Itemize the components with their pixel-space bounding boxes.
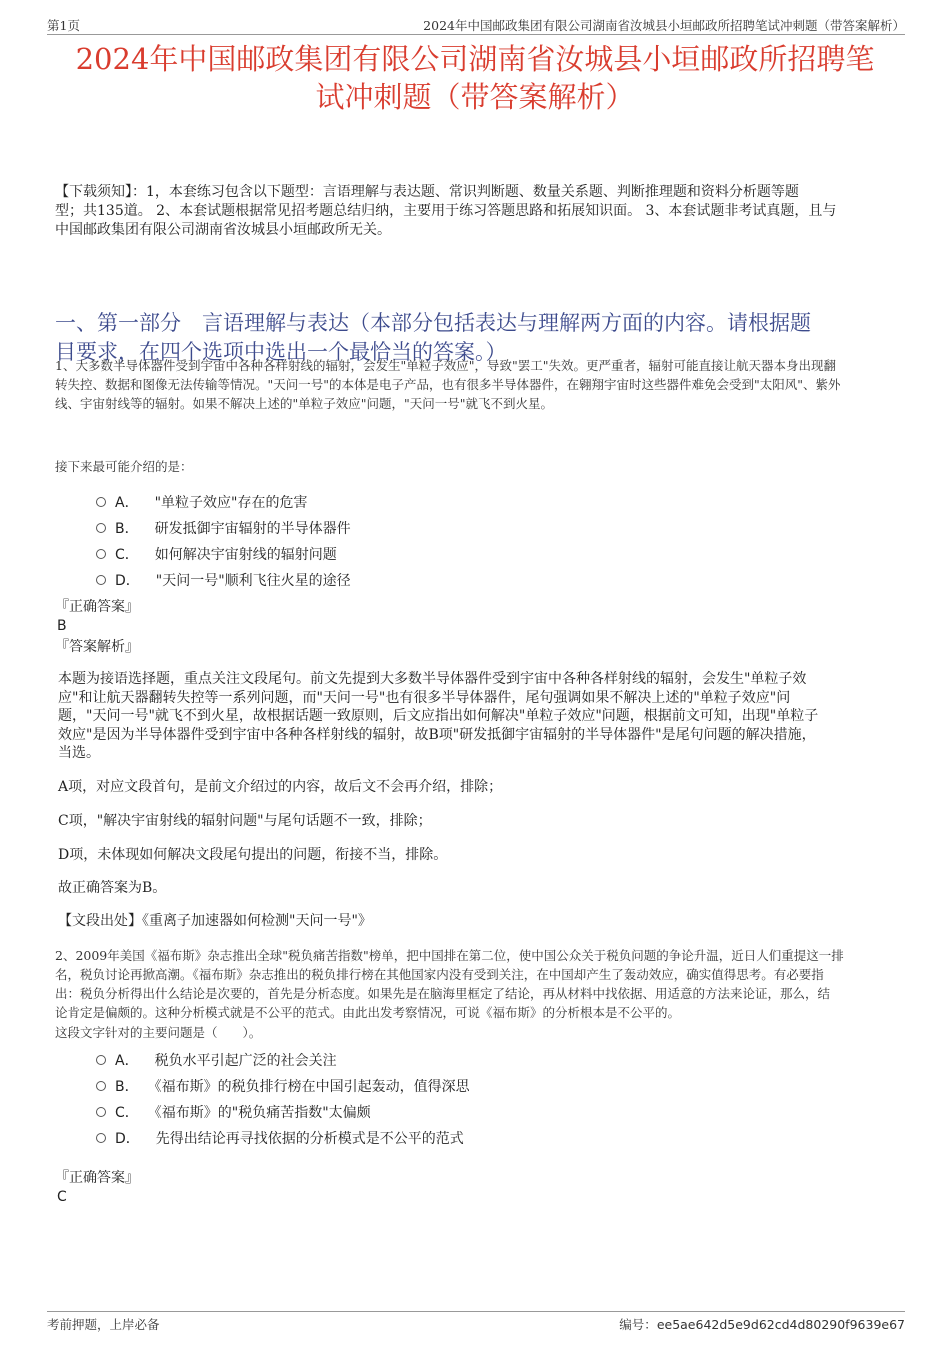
option-letter: C． — [115, 1105, 139, 1121]
title-line-1: 2024年中国邮政集团有限公司湖南省汝城县小垣邮政所招聘笔 — [75, 42, 875, 76]
q2-option-a[interactable] — [96, 1050, 337, 1070]
document-title — [40, 40, 910, 116]
question-2-prompt: 这段文字针对的主要问题是（ ）。 — [55, 1025, 262, 1040]
q2-option-d[interactable] — [96, 1128, 464, 1148]
notice-line-3: 中国邮政集团有限公司湖南省汝城县小垣邮政所无关。 — [55, 222, 391, 238]
q2-answer: C — [57, 1189, 67, 1205]
radio-icon[interactable] — [96, 549, 106, 559]
radio-icon[interactable] — [96, 497, 106, 507]
radio-icon[interactable] — [96, 1133, 106, 1143]
radio-icon[interactable] — [96, 1107, 106, 1117]
option-text: 税负水平引起广泛的社会关注 — [154, 1053, 337, 1069]
q2-option-c[interactable] — [96, 1102, 371, 1122]
option-letter: D． — [115, 573, 140, 589]
radio-icon[interactable] — [96, 1055, 106, 1065]
q1-answer-label: 『正确答案』 — [55, 599, 139, 615]
analysis-line: 本题为接语选择题，重点关注文段尾句。前文先提到大多数半导体器件受到宇宙中各种各样射线的辐射，会发生"单粒子效 — [58, 671, 807, 687]
option-text: "单粒子效应"存在的危害 — [154, 495, 308, 511]
q1-analysis — [58, 670, 903, 763]
option-text: "天问一号"顺利飞往火星的途径 — [155, 573, 351, 589]
q2-line-4: 论肯定是偏颇的。这种分析模式就是不公平的范式。由此出发考察情况，可说《福布斯》的分析根本是不公平的。 — [55, 1005, 681, 1020]
analysis-line: 应"和让航天器翻转失控等一系列问题，而"天问一号"也有很多半导体器件，尾句强调如果不解决上述的"单粒子效应"问 — [58, 689, 791, 706]
option-letter: A． — [115, 495, 139, 511]
option-text: 先得出结论再寻找依据的分析模式是不公平的范式 — [155, 1131, 464, 1147]
section-line-1: 一、第一部分 言语理解与表达（本部分包括表达与理解两方面的内容。请根据题 — [55, 311, 811, 335]
option-letter: C． — [115, 547, 139, 563]
footer-slogan: 考前押题，上岸必备 — [47, 1317, 160, 1332]
option-letter: D． — [115, 1131, 140, 1147]
radio-icon[interactable] — [96, 1081, 106, 1091]
q2-option-b[interactable] — [96, 1076, 470, 1096]
question-1-prompt: 接下来最可能介绍的是： — [55, 459, 193, 474]
analysis-line: 效应"是因为半导体器件受到宇宙中各种各样射线的辐射，故B项"研发抵御宇宙辐射的半导体器件"是尾句问题的解决措施， — [58, 726, 816, 743]
option-text: 《福布斯》的"税负痛苦指数"太偏颇 — [154, 1105, 371, 1121]
q1-analysis-label: 『答案解析』 — [55, 639, 139, 655]
q1-note-c: C项，"解决宇宙射线的辐射问题"与尾句话题不一致，排除； — [58, 813, 432, 829]
q1-option-d[interactable] — [96, 570, 351, 590]
q1-source: 【文段出处】《重离子加速器如何检测"天问一号"》 — [58, 913, 372, 929]
q1-answer: B — [57, 618, 67, 634]
header-rule — [47, 34, 905, 35]
footer-code-label: 编号： — [619, 1317, 657, 1332]
option-text: 如何解决宇宙射线的辐射问题 — [154, 547, 337, 563]
q2-line-1: 2、2009年美国《福布斯》杂志推出全球"税负痛苦指数"榜单，把中国排在第二位，使中国公众关于税负问题的争论升温，近日人们重提这一排 — [55, 948, 844, 963]
q1-option-b[interactable] — [96, 518, 351, 538]
notice-line-2: 型；共135道。 2、本套试题根据常见招考题总结归纳，主要用于练习答题思路和拓展知识面。 3、本套试题非考试真题，且与 — [55, 203, 837, 219]
q1-line-2: 转失控、数据和图像无法传输等情况。"天问一号"的本体是电子产品，也有很多半导体器件，在翱翔宇宙时这些器件难免会受到"太阳风"、紫外 — [55, 377, 841, 392]
analysis-line: 当选。 — [58, 745, 100, 761]
page-number: 第1页 — [47, 18, 80, 33]
option-letter: B． — [115, 521, 139, 537]
analysis-line: 题，"天问一号"就飞不到火星，故根据话题一致原则，后文应指出如何解决"单粒子效应"问题，根据前文可知，出现"单粒子 — [58, 708, 819, 724]
q2-line-2: 名，税负讨论再掀高潮。《福布斯》杂志推出的税负排行榜在其他国家内没有受到关注，在中国却产生了轰动效应，确实值得思考。有必要指 — [55, 967, 824, 982]
footer-rule — [47, 1311, 905, 1312]
q1-option-c[interactable] — [96, 544, 337, 564]
option-letter: A． — [115, 1053, 139, 1069]
q2-answer-label: 『正确答案』 — [55, 1170, 139, 1186]
question-2-stem — [55, 946, 905, 1022]
q1-line-1: 1、大多数半导体器件受到宇宙中各种各样射线的辐射，会发生"单粒子效应"，导致"罢工"失效。更严重者，辐射可能直接让航天器本身出现翻 — [55, 358, 836, 373]
question-1-stem — [55, 356, 905, 413]
header-doc-title: 2024年中国邮政集团有限公司湖南省汝城县小垣邮政所招聘笔试冲刺题（带答案解析） — [423, 18, 905, 33]
q1-note-a: A项，对应文段首句，是前文介绍过的内容，故后文不会再介绍，排除； — [58, 779, 503, 795]
option-text: 《福布斯》的税负排行榜在中国引起轰动，值得深思 — [154, 1079, 470, 1095]
title-line-2: 试冲刺题（带答案解析） — [315, 80, 635, 114]
footer-code — [619, 1315, 905, 1333]
option-letter: B． — [115, 1079, 139, 1095]
footer-code-value: ee5ae642d5e9d62cd4d80290f9639e67 — [656, 1317, 905, 1332]
download-notice — [55, 183, 900, 240]
radio-icon[interactable] — [96, 523, 106, 533]
option-text: 研发抵御宇宙辐射的半导体器件 — [154, 521, 351, 537]
radio-icon[interactable] — [96, 575, 106, 585]
notice-line-1: 【下载须知】：1，本套练习包含以下题型：言语理解与表达题、常识判断题、数量关系题、判断推理题和资料分析题等题 — [55, 184, 799, 200]
section-line-2: 目要求，在四个选项中选出一个最恰当的答案。） — [55, 340, 507, 364]
q1-option-a[interactable] — [96, 492, 307, 512]
q1-conclusion: 故正确答案为B。 — [58, 880, 167, 896]
q2-line-3: 出：税负分析得出什么结论是次要的，首先是分析态度。如果先是在脑海里框定了结论，再从材料中找依据、用适意的方法来论证，那么，结 — [55, 986, 831, 1001]
q1-line-3: 线、宇宙射线等的辐射。如果不解决上述的"单粒子效应"问题，"天问一号"就飞不到火星。 — [55, 396, 553, 411]
q1-note-d: D项，未体现如何解决文段尾句提出的问题，衔接不当，排除。 — [58, 847, 448, 863]
